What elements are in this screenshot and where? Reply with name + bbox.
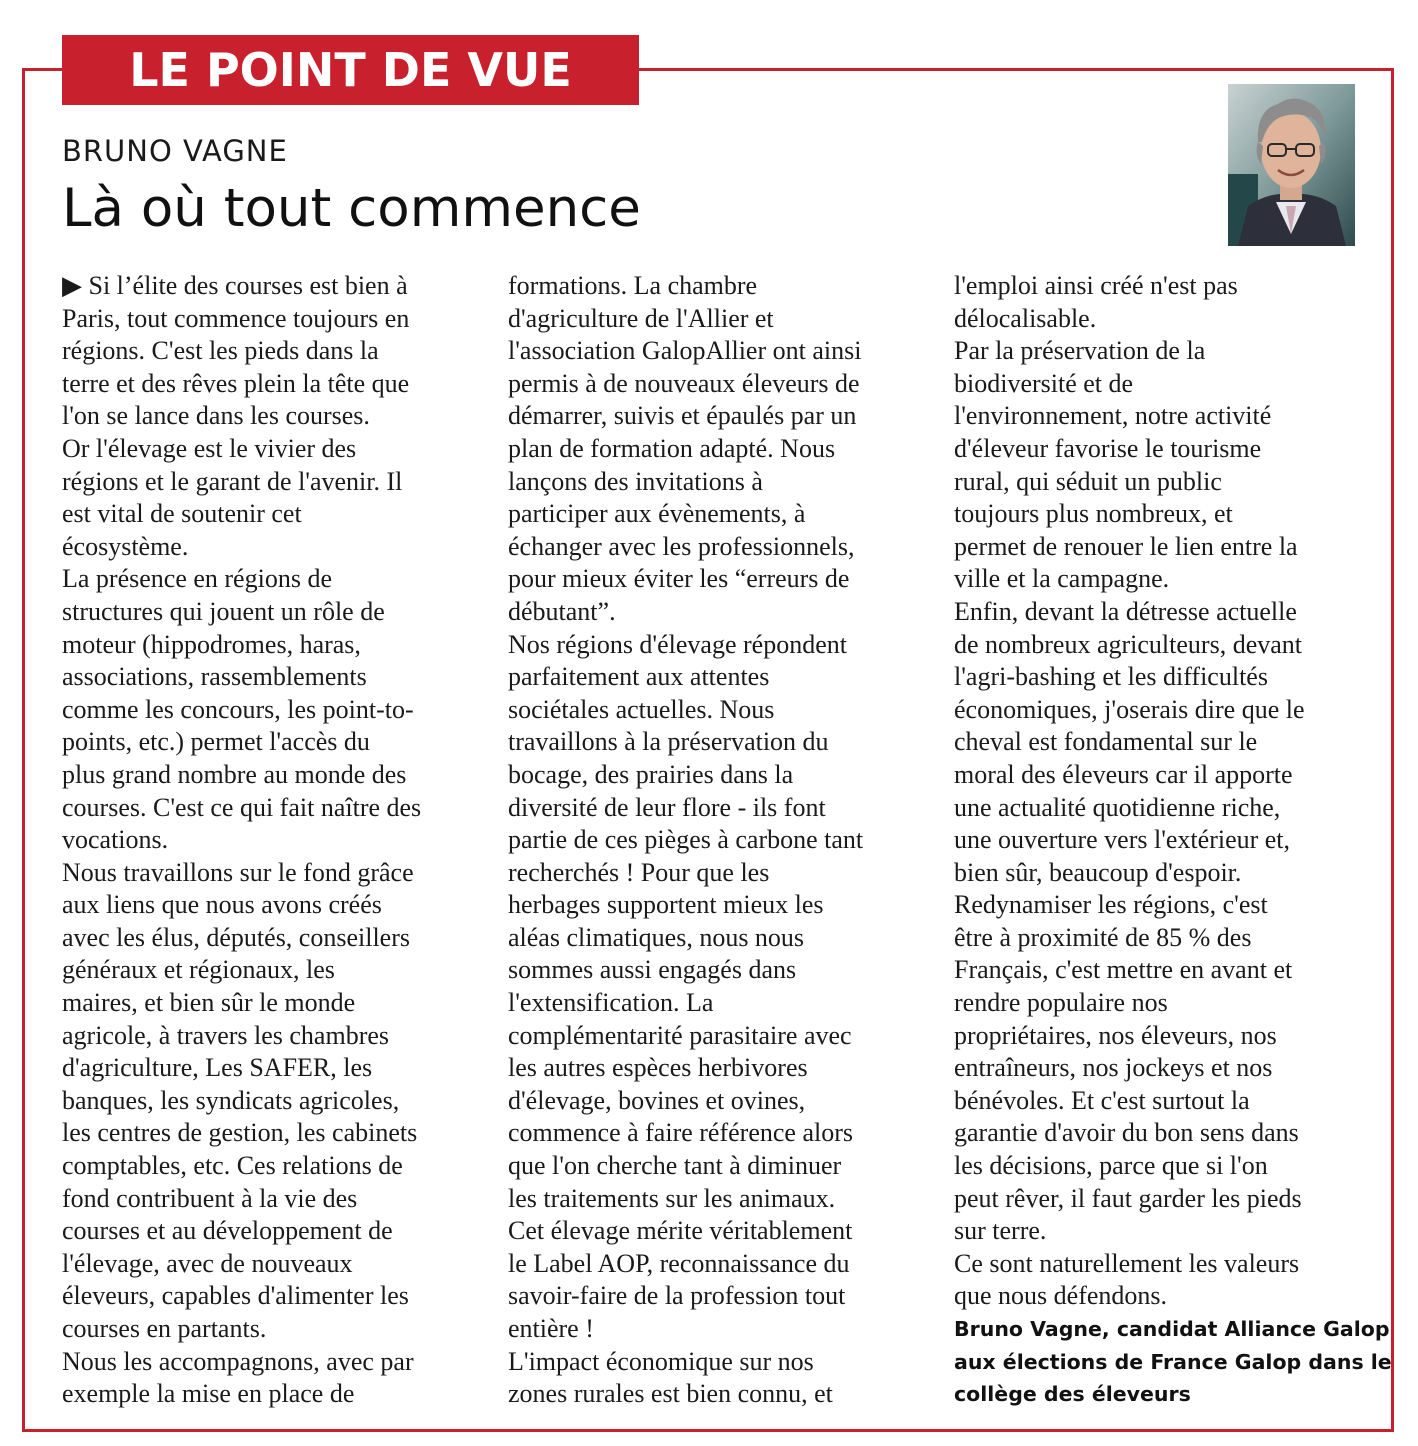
- text-line: Français, c'est mettre en avant et: [954, 955, 1293, 985]
- section-rubric: LE POINT DE VUE: [62, 35, 639, 105]
- text-line: diversité de leur flore - ils font: [508, 792, 826, 822]
- text-line: Paris, tout commence toujours en: [62, 303, 410, 333]
- text-line: herbages supportent mieux les: [508, 890, 824, 920]
- text-column-2: [508, 270, 928, 1411]
- text-line: plus grand nombre au monde des: [62, 759, 407, 789]
- text-line: Nous travaillons sur le fond grâce: [62, 857, 414, 887]
- text-line: Nos régions d'élevage répondent: [508, 629, 847, 659]
- text-line: régions et le garant de l'avenir. Il: [62, 466, 403, 496]
- text-column-1: [62, 270, 482, 1411]
- text-line: une actualité quotidienne riche,: [954, 792, 1281, 822]
- text-line: une ouverture vers l'extérieur et,: [954, 825, 1291, 855]
- text-line: travaillons à la préservation du: [508, 727, 829, 757]
- text-line: sociétales actuelles. Nous: [508, 694, 775, 724]
- text-line: entière !: [508, 1314, 594, 1343]
- text-line: agricole, à travers les chambres: [62, 1020, 390, 1050]
- text-line: associations, rassemblements: [62, 662, 367, 692]
- text-line: points, etc.) permet l'accès du: [62, 727, 370, 757]
- text-line: de nombreux agriculteurs, devant: [954, 629, 1302, 659]
- text-line: d'éleveur favorise le tourisme: [954, 433, 1262, 463]
- text-line: Par la préservation de la: [954, 336, 1206, 366]
- article-title: Là où tout commence: [62, 178, 641, 239]
- text-line: l'environnement, notre activité: [954, 401, 1272, 431]
- signature-line: collège des éleveurs: [954, 1382, 1191, 1407]
- text-line: complémentarité parasitaire avec: [508, 1020, 852, 1050]
- author-photo: [1228, 84, 1355, 246]
- text-line: Or l'élevage est le vivier des: [62, 433, 357, 463]
- text-line: permet de renouer le lien entre la: [954, 531, 1298, 561]
- text-line: d'agriculture, Les SAFER, les: [62, 1053, 373, 1083]
- author-name: BRUNO VAGNE: [62, 134, 288, 168]
- text-line: Nous les accompagnons, avec par: [62, 1346, 414, 1376]
- text-line: rural, qui séduit un public: [954, 466, 1222, 496]
- text-line: les autres espèces herbivores: [508, 1053, 808, 1083]
- text-line: cheval est fondamental sur le: [954, 727, 1258, 757]
- text-line: commence à faire référence alors: [508, 1118, 853, 1148]
- text-line: courses en partants.: [62, 1314, 267, 1343]
- text-line: écosystème.: [62, 531, 189, 561]
- text-line: lançons des invitations à: [508, 466, 763, 496]
- text-line: le Label AOP, reconnaissance du: [508, 1248, 850, 1278]
- text-line: Ce sont naturellement les valeurs: [954, 1248, 1300, 1278]
- text-line: échanger avec les professionnels,: [508, 531, 855, 561]
- text-line: recherchés ! Pour que les: [508, 857, 770, 887]
- text-line: L'impact économique sur nos: [508, 1346, 814, 1376]
- text-line: l'association GalopAllier ont ainsi: [508, 336, 862, 366]
- text-line: l'élevage, avec de nouveaux: [62, 1248, 353, 1278]
- text-line: moral des éleveurs car il apporte: [954, 759, 1293, 789]
- text-line: formations. La chambre: [508, 271, 758, 300]
- text-line: bien sûr, beaucoup d'espoir.: [954, 857, 1242, 887]
- text-line: garantie d'avoir du bon sens dans: [954, 1118, 1299, 1148]
- text-line: Cet élevage mérite véritablement: [508, 1216, 853, 1246]
- text-line: permis à de nouveaux éleveurs de: [508, 368, 860, 398]
- text-line: avec les élus, députés, conseillers: [62, 922, 410, 952]
- text-line: bocage, des prairies dans la: [508, 759, 794, 789]
- signature-line: aux élections de France Galop dans le: [954, 1349, 1392, 1374]
- text-line: plan de formation adapté. Nous: [508, 433, 836, 463]
- text-line: démarrer, suivis et épaulés par un: [508, 401, 857, 431]
- text-line: l'extensification. La: [508, 988, 714, 1018]
- text-line: toujours plus nombreux, et: [954, 499, 1233, 529]
- text-line: économiques, j'oserais dire que le: [954, 694, 1305, 724]
- text-line: entraîneurs, nos jockeys et nos: [954, 1053, 1273, 1083]
- text-line: ville et la campagne.: [954, 564, 1170, 594]
- text-line: savoir-faire de la profession tout: [508, 1281, 846, 1311]
- text-line: moteur (hippodromes, haras,: [62, 629, 361, 659]
- text-line: sommes aussi engagés dans: [508, 955, 797, 985]
- text-line: sur terre.: [954, 1216, 1047, 1246]
- text-column-3: [954, 270, 1392, 1411]
- text-line: aléas climatiques, nous nous: [508, 922, 805, 952]
- text-line: l'on se lance dans les courses.: [62, 401, 370, 431]
- text-line: rendre populaire nos: [954, 988, 1168, 1018]
- text-line: les décisions, parce que si l'on: [954, 1151, 1268, 1181]
- text-line: l'agri-bashing et les difficultés: [954, 662, 1268, 692]
- text-line: les centres de gestion, les cabinets: [62, 1118, 418, 1148]
- text-line: délocalisable.: [954, 303, 1097, 333]
- text-line: comme les concours, les point-to-: [62, 694, 414, 724]
- text-line: bénévoles. Et c'est surtout la: [954, 1085, 1250, 1115]
- text-line: biodiversité et de: [954, 368, 1134, 398]
- text-line: Enfin, devant la détresse actuelle: [954, 596, 1297, 626]
- text-line: d'élevage, bovines et ovines,: [508, 1085, 806, 1115]
- text-line: régions. C'est les pieds dans la: [62, 336, 379, 366]
- text-line: que nous défendons.: [954, 1281, 1168, 1311]
- text-line: que l'on cherche tant à diminuer: [508, 1151, 842, 1181]
- text-line: Redynamiser les régions, c'est: [954, 890, 1268, 920]
- text-line: ▶ Si l’élite des courses est bien à: [62, 271, 408, 300]
- author-signature: [954, 1313, 1392, 1411]
- text-line: l'emploi ainsi créé n'est pas: [954, 271, 1238, 300]
- column-3-lines: [954, 270, 1374, 1313]
- text-line: exemple la mise en place de: [62, 1379, 355, 1409]
- text-line: est vital de soutenir cet: [62, 499, 302, 529]
- text-line: banques, les syndicats agricoles,: [62, 1085, 400, 1115]
- text-line: les traitements sur les animaux.: [508, 1183, 836, 1213]
- text-line: structures qui jouent un rôle de: [62, 596, 385, 626]
- text-line: débutant”.: [508, 596, 616, 626]
- text-line: peut rêver, il faut garder les pieds: [954, 1183, 1302, 1213]
- text-line: zones rurales est bien connu, et: [508, 1379, 833, 1409]
- text-line: maires, et bien sûr le monde: [62, 988, 356, 1018]
- text-line: terre et des rêves plein la tête que: [62, 368, 410, 398]
- text-line: vocations.: [62, 825, 169, 855]
- text-line: La présence en régions de: [62, 564, 332, 594]
- text-line: être à proximité de 85 % des: [954, 922, 1252, 952]
- signature-line: Bruno Vagne, candidat Alliance Galop: [954, 1317, 1390, 1341]
- text-line: fond contribuent à la vie des: [62, 1183, 358, 1213]
- text-line: d'agriculture de l'Allier et: [508, 303, 774, 333]
- text-line: pour mieux éviter les “erreurs de: [508, 564, 850, 594]
- text-line: généraux et régionaux, les: [62, 955, 335, 985]
- text-line: éleveurs, capables d'alimenter les: [62, 1281, 409, 1311]
- text-line: courses et au développement de: [62, 1216, 393, 1246]
- text-line: participer aux évènements, à: [508, 499, 806, 529]
- text-line: propriétaires, nos éleveurs, nos: [954, 1020, 1277, 1050]
- text-line: parfaitement aux attentes: [508, 662, 770, 692]
- text-line: aux liens que nous avons créés: [62, 890, 382, 920]
- text-line: courses. C'est ce qui fait naître des: [62, 792, 422, 822]
- text-line: partie de ces pièges à carbone tant: [508, 825, 864, 855]
- text-line: comptables, etc. Ces relations de: [62, 1151, 403, 1181]
